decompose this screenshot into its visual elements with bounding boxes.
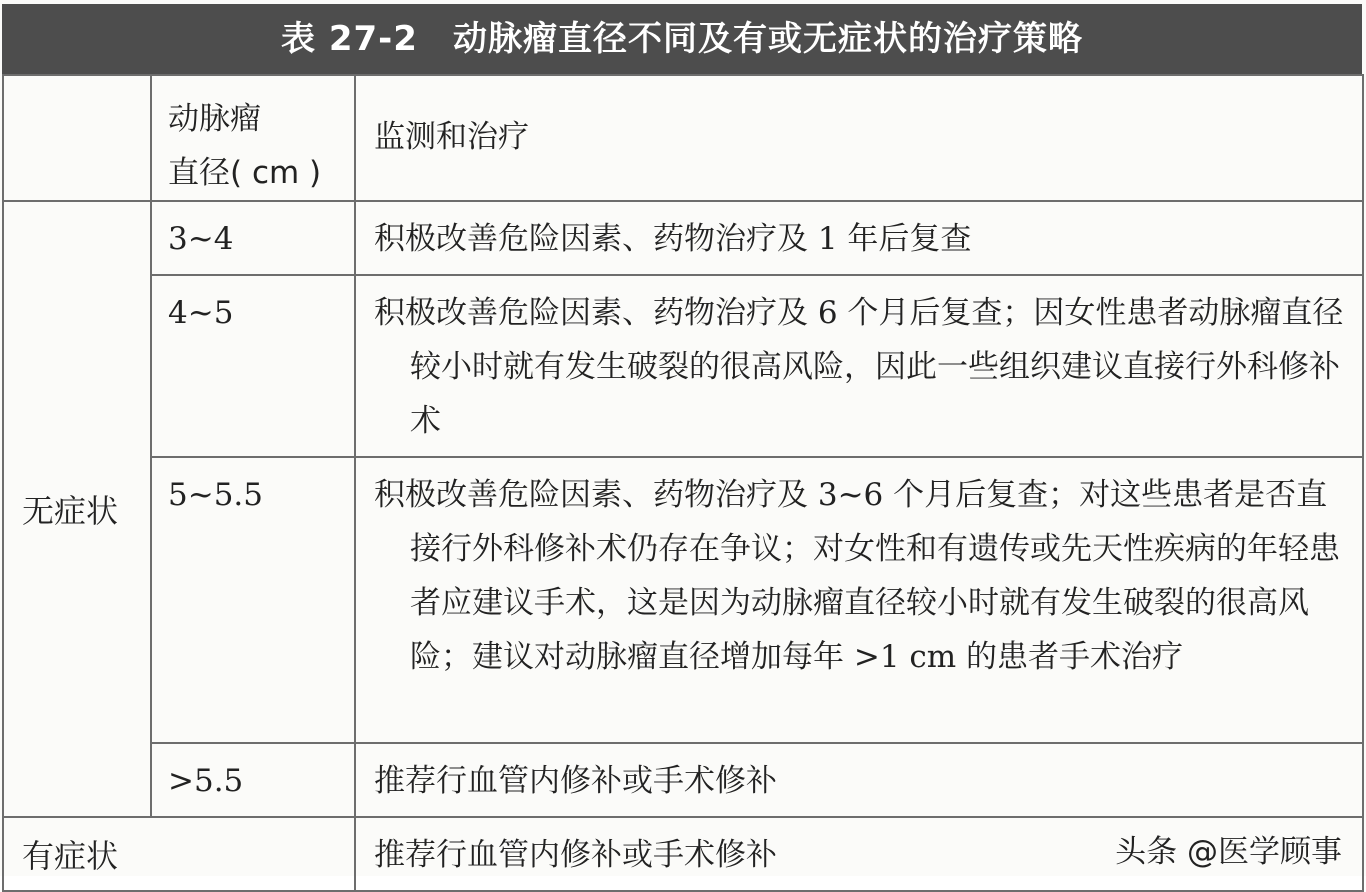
plan-cell <box>355 457 1363 743</box>
plan-cell <box>355 275 1363 457</box>
table-row <box>3 201 1363 275</box>
plan-text: 积极改善危险因素、药物治疗及 1 年后复查 <box>374 221 972 257</box>
watermark: 头条 @医学顾事 <box>1115 834 1342 870</box>
plan-cell <box>355 743 1363 817</box>
group-asymptomatic: 无症状 <box>3 201 151 817</box>
plan-text: 推荐行血管内修补或手术修补 <box>374 837 777 873</box>
plan-text: 积极改善危险因素、药物治疗及 6 个月后复查；因女性患者动脉瘤直径较小时就有发生破裂的很高风险，因此一些组织建议直接行外科修补术 <box>374 295 1344 439</box>
plan-cell <box>355 817 1363 891</box>
plan-text: 积极改善危险因素、药物治疗及 3~6 个月后复查；对这些患者是否直接行外科修补术仍存在争议；对女性和有遗传或先天性疾病的年轻患者应建议手术，这是因为动脉瘤直径较小时就有发生破裂的很高风险；建议对动脉瘤直径增加每年 >1 cm 的患者手术治疗 <box>374 477 1340 675</box>
size-cell: 3~4 <box>151 201 355 275</box>
plan-cell <box>355 201 1363 275</box>
header-group-cell <box>3 75 151 201</box>
treatment-strategy-table <box>2 74 1364 892</box>
plan-text: 推荐行血管内修补或手术修补 <box>374 763 777 799</box>
table-header-row <box>3 75 1363 201</box>
table-row-symptomatic <box>3 817 1363 891</box>
group-symptomatic: 有症状 <box>3 817 355 891</box>
table-row <box>3 743 1363 817</box>
size-cell: >5.5 <box>151 743 355 817</box>
header-plan-cell: 监测和治疗 <box>355 75 1363 201</box>
header-size-cell <box>151 75 355 201</box>
table-row <box>3 275 1363 457</box>
table-row <box>3 457 1363 743</box>
header-size-line2: 直径( cm ) <box>168 155 322 191</box>
header-size-line1: 动脉瘤 <box>168 101 261 137</box>
size-cell: 4~5 <box>151 275 355 457</box>
size-cell: 5~5.5 <box>151 457 355 743</box>
table-title: 表 27-2 动脉瘤直径不同及有或无症状的治疗策略 <box>2 4 1362 74</box>
